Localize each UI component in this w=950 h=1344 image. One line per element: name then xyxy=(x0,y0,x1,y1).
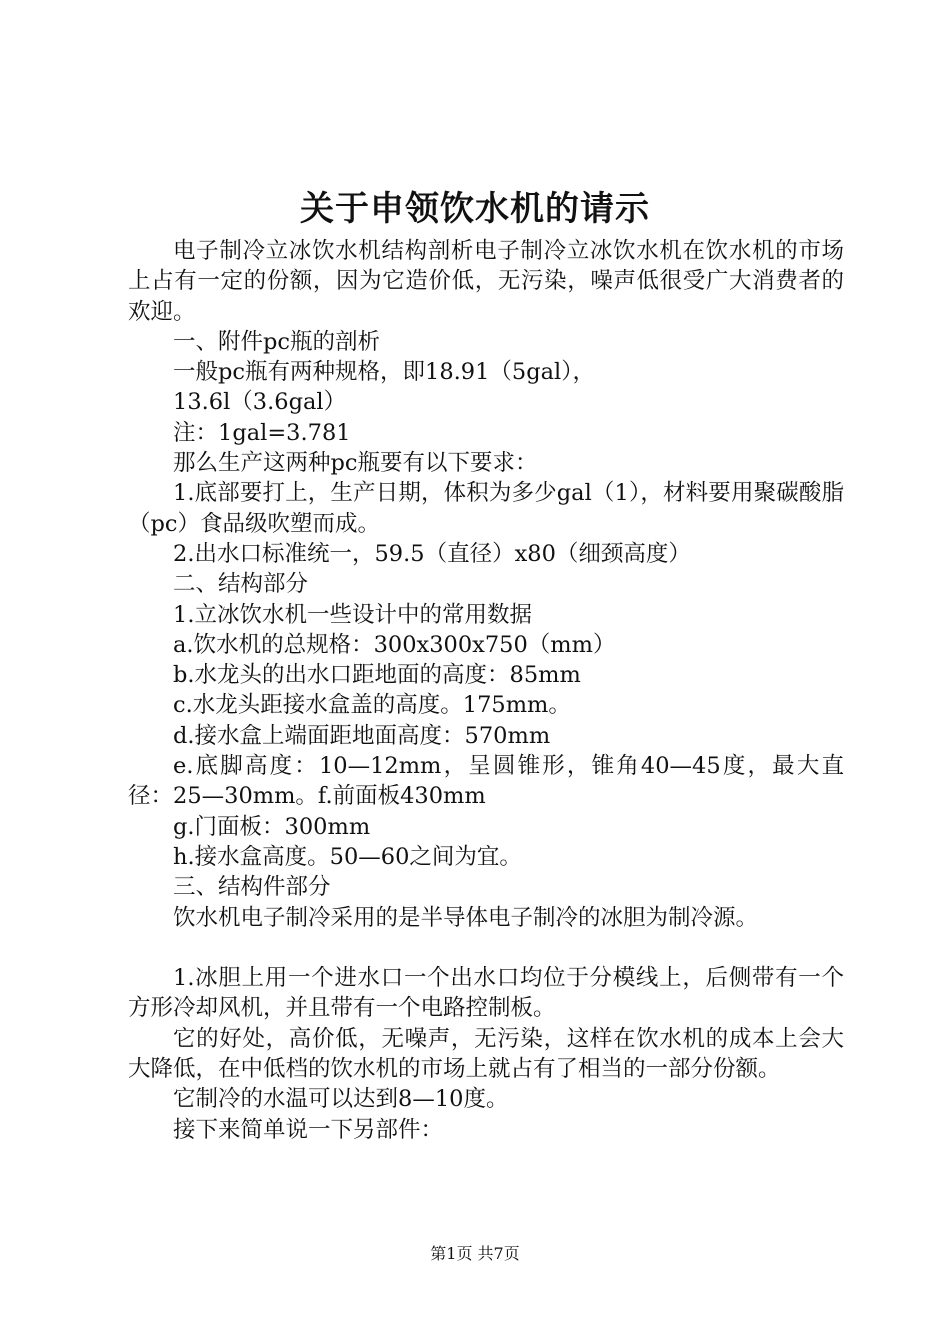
paragraph: 它的好处，高价低，无噪声，无污染，这样在饮水机的成本上会大大降低，在中低档的饮水机的市场上就占有了相当的一部分份额。 xyxy=(128,1025,844,1083)
paragraph: 电子制冷立冰饮水机结构剖析电子制冷立冰饮水机在饮水机的市场上占有一定的份额，因为它造价低，无污染，噪声低很受广大消费者的欢迎。 xyxy=(128,238,844,325)
paragraph: 2.出水口标准统一，59.5（直径）x80（细颈高度） xyxy=(173,540,691,567)
paragraph: g.门面板：300mm xyxy=(173,813,371,840)
paragraph: 注：1gal=3.781 xyxy=(173,419,351,446)
paragraph: 接下来简单说一下另部件： xyxy=(173,1116,444,1143)
document-title: 关于申领饮水机的请示 xyxy=(300,189,650,229)
paragraph: d.接水盒上端面距地面高度：570mm xyxy=(173,722,551,749)
paragraph: 二、结构部分 xyxy=(173,571,309,598)
page-footer: 第1页 共7页 xyxy=(430,1244,520,1263)
paragraph: 一般pc瓶有两种规格，即18.91（5gal）， xyxy=(173,359,595,386)
paragraph: 它制冷的水温可以达到8—10度。 xyxy=(173,1086,509,1113)
paragraph: 1.立冰饮水机一些设计中的常用数据 xyxy=(173,601,532,628)
blank-line xyxy=(128,933,844,963)
paragraph: c.水龙头距接水盒盖的高度。175mm。 xyxy=(173,692,571,719)
paragraph: 一、附件pc瓶的剖析 xyxy=(173,328,381,355)
paragraph: h.接水盒高度。50—60之间为宜。 xyxy=(173,843,522,870)
paragraph: e.底脚高度：10—12mm，呈圆锥形，锥角40—45度，最大直径：25—30mm。f.前面板430mm xyxy=(128,753,844,810)
paragraph: b.水龙头的出水口距地面的高度：85mm xyxy=(173,662,581,689)
paragraph: 饮水机电子制冷采用的是半导体电子制冷的冰胆为制冷源。 xyxy=(173,904,759,931)
paragraph: 13.6l（3.6gal） xyxy=(173,389,347,416)
paragraph: 1.底部要打上，生产日期，体积为多少gal（1），材料要用聚碳酸脂（pc）食品级吹塑而成。 xyxy=(128,480,844,537)
paragraph: 1.冰胆上用一个进水口一个出水口均位于分模线上，后侧带有一个方形冷却风机，并且带有一个电路控制板。 xyxy=(128,965,844,1022)
paragraph: 那么生产这两种pc瓶要有以下要求： xyxy=(173,450,538,477)
paragraph: a.饮水机的总规格：300x300x750（mm） xyxy=(173,631,616,658)
paragraph: 三、结构件部分 xyxy=(173,874,331,901)
document-body xyxy=(128,236,844,1145)
